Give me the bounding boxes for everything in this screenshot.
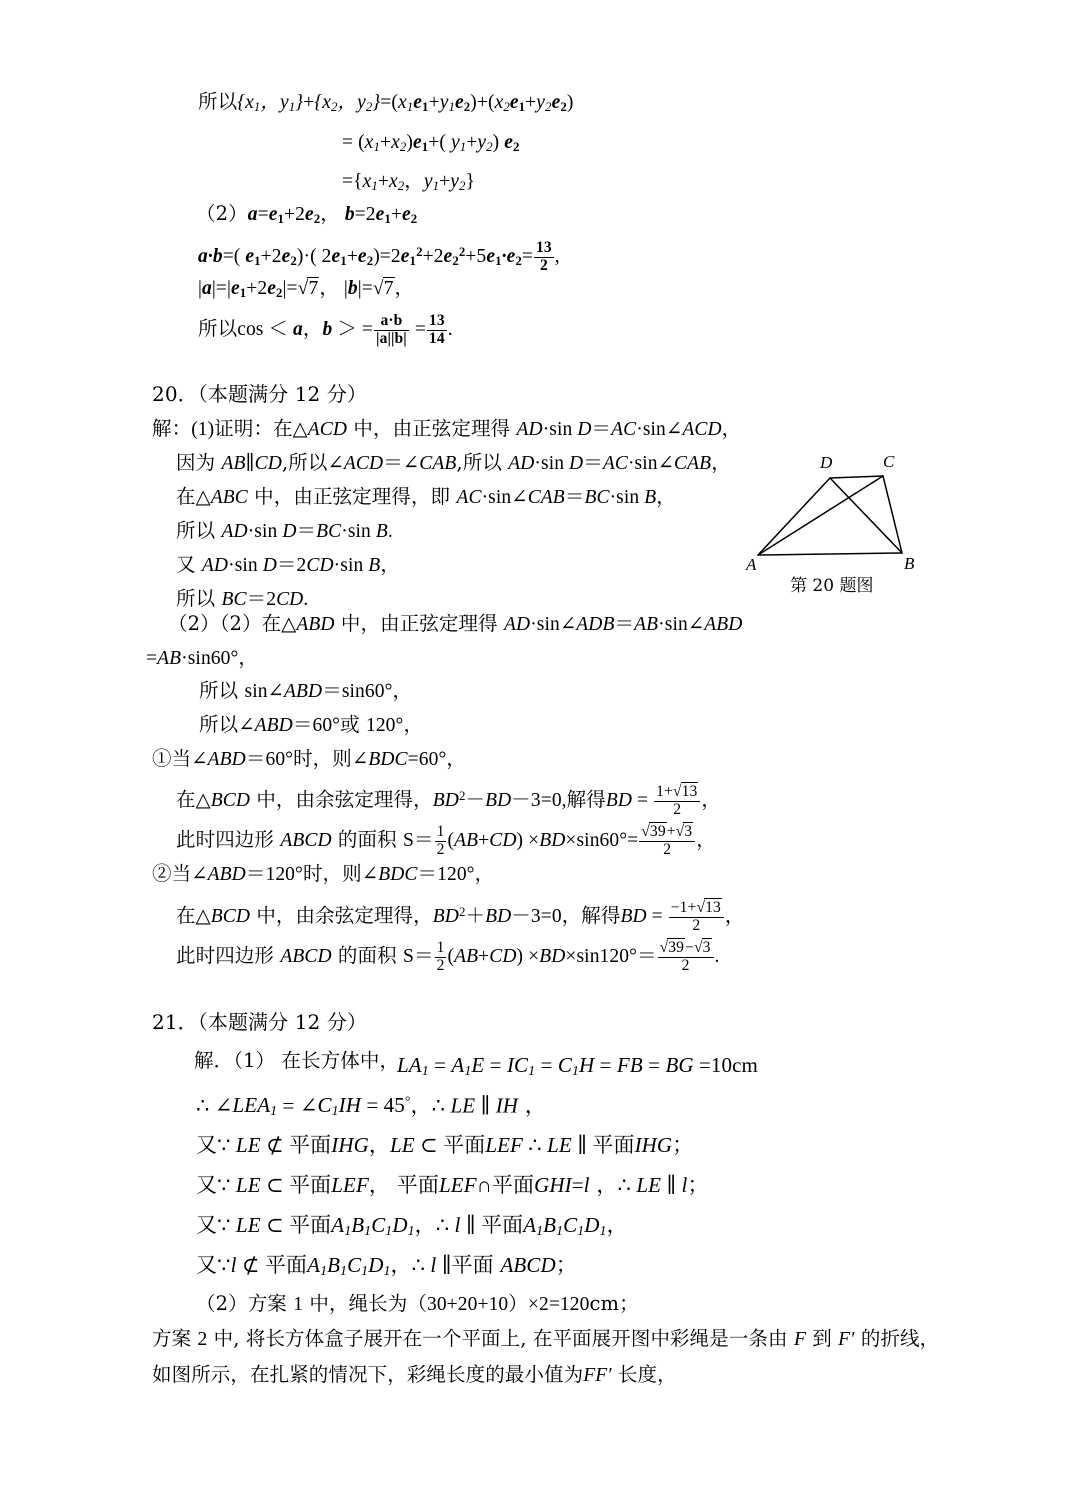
edge-BC	[883, 476, 902, 553]
p20-line-2: 因为 AB∥CD,所以∠ACD＝∠CAB,所以 AD·sin D＝AC·sin∠CAB，	[176, 451, 731, 474]
problem-21-heading: 21．（本题满分 12 分）	[152, 1010, 368, 1034]
eq-line-5: a·b=( $e_1+2e_2)\cdot$( $2e_1+e_2)=2e_1^2+2e_2^2+5e_1\cdot e_2=$ $\frac{13}{2}$ ,	[198, 239, 560, 274]
eq-line-4: $(2)a=e_1+2e_2$， $b=2e_1+e_2$	[196, 202, 418, 226]
p21-line-2: ∴ $\angle LEA_1$ = $\angle C_1IH = 45^\circ$，∴ LE ∥ IH ，	[196, 1093, 546, 1119]
p20-line-11: ①当∠ABD＝60°时，则∠BDC=60°，	[152, 747, 466, 770]
p21-line-8: 方案 2 中, 将长方体盒子展开在一个平面上, 在平面展开图中彩绳是一条由 F 到 F′ 的折线，	[152, 1327, 940, 1350]
p20-line-1: 解：(1)证明：在△ACD 中，由正弦定理得 AD·sin D＝AC·sin∠ACD，	[152, 417, 742, 440]
figure-label-C: C	[883, 452, 895, 471]
eq-line-1: 所以{$x_1$，$y_1\}+\{x_2$，$y_2\}=(x_1e_1+y_1e_2)+(x_2e_1+y_2e_2)$	[198, 90, 574, 114]
p20-line-13: 此时四边形 ABCD 的面积 S＝ $\frac{1}{2}$ (AB+CD) ×BD×sin60°= $\frac{√39+√3}{2}$ ，	[176, 823, 716, 858]
p20-line-10: 所以∠ABD＝60°或 120°，	[199, 713, 424, 736]
p21-line-6: 又∵l ⊄ 平面$A_1B_1C_1D_1$，∴ l ∥平面 ABCD；	[196, 1253, 577, 1279]
figure-label-B: B	[904, 554, 915, 573]
p20-line-9: 所以 sin∠ABD＝sin60°，	[199, 679, 413, 702]
edge-AB	[758, 553, 902, 555]
figure-label-D: D	[820, 453, 833, 472]
figure-20-caption: 第 20 题图	[790, 576, 874, 596]
trapezoid-diagram-svg	[750, 455, 930, 575]
p21-line-1b: $LA_1 = A_1E = IC_1 = C_1H$ = FB = BG =10cm	[397, 1053, 758, 1079]
p20-line-6: 所以 BC＝2CD.	[176, 587, 309, 610]
p21-line-1a: 解．（1） 在长方体中，	[194, 1049, 400, 1072]
p20-line-12: 在△BCD 中，由余弦定理得，$BD^2-BD-3=0$,解得BD = $\frac{1+√13}{2}$ ，	[176, 783, 721, 818]
p20-line-14: ②当∠ABD＝120°时，则∠BDC＝120°，	[152, 862, 495, 885]
eq-line-2: = $(x_1+x_2)e_1+$( $y_1+y_2$) $e_2$	[342, 132, 520, 154]
figure-label-A: A	[746, 555, 757, 574]
eq-line-7: 所以cos ＜ a，b ＞ = $\frac{a\cdot b}{|a||b|}$ = $\frac{13}{14}$ .	[198, 312, 453, 347]
p21-line-3: 又∵ LE ⊄ 平面IHG，LE ⊂ 平面LEF ∴ LE ∥ 平面IHG；	[196, 1133, 694, 1157]
figure-problem-20	[746, 452, 930, 575]
p20-line-16: 此时四边形 ABCD 的面积 S＝ $\frac{1}{2}$ (AB+CD) ×BD×sin120°＝ $\frac{√39-√3}{2}$ .	[176, 939, 720, 974]
p21-line-5: 又∵ LE ⊂ 平面$A_1B_1C_1D_1$，∴ l ∥ 平面$A_1B_1C_1D_1$，	[196, 1213, 628, 1239]
eq-line-3: $=\{x_1+x_2$，$y_1+y_2$}	[342, 171, 476, 193]
p20-line-3: 在△ABC 中，由正弦定理得，即 AC·sin∠CAB＝BC·sin B，	[176, 485, 676, 508]
eq-line-6: $|a|=|e_1+2e_2|=√7$， |b|=√7，	[198, 278, 415, 300]
p21-line-9: 如图所示，在扎紧的情况下，彩绳长度的最小值为FF′ 长度，	[152, 1363, 677, 1386]
diagonal-DB	[830, 478, 902, 553]
p20-line-7: （2）（2）在△ABD 中，由正弦定理得 AD·sin∠ADB＝AB·sin∠ABD	[168, 612, 743, 635]
edge-CD	[830, 476, 883, 478]
problem-20-heading: 20．（本题满分 12 分）	[152, 382, 368, 406]
p20-line-15: 在△BCD 中，由余弦定理得，$BD^2+BD-3=0$，解得BD = $\frac{-1+√13}{2}$ ，	[176, 899, 745, 934]
p20-line-4: 所以 AD·sin D＝BC·sin B.	[176, 519, 393, 542]
p21-line-4: 又∵ LE ⊂ 平面LEF， 平面LEF∩平面GHI=l ，∴ LE ∥ l；	[196, 1173, 709, 1197]
p20-line-8: =AB·sin60°，	[146, 646, 258, 669]
p21-line-7: （2）方案 1 中，绳长为（30+20+10）×2=120cm；	[196, 1292, 639, 1315]
p20-line-5: 又 AD·sin D＝2CD·sin B，	[176, 553, 400, 576]
